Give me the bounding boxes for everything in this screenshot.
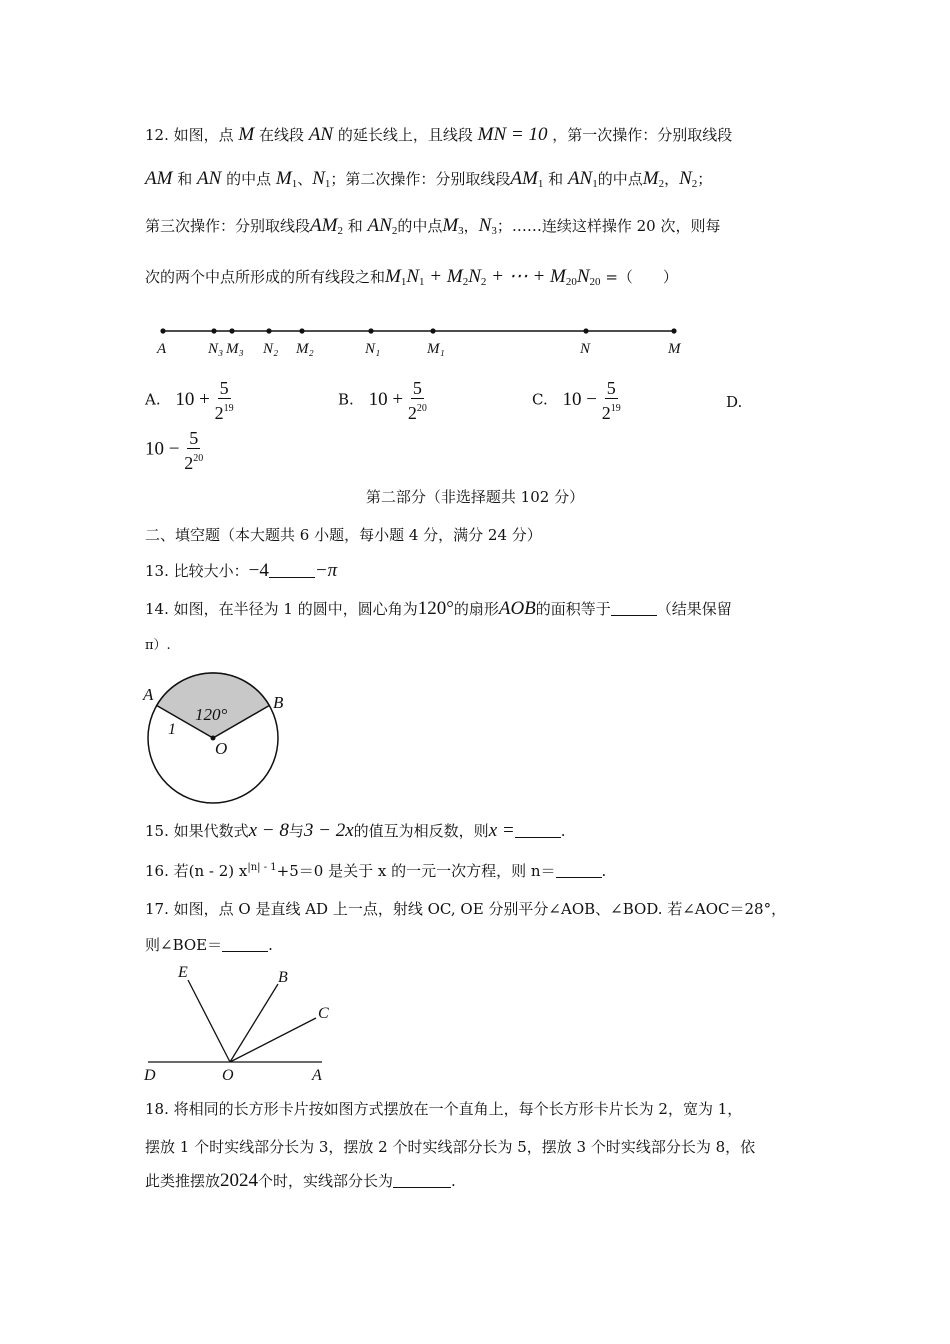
q18-line2: 摆放 1 个时实线部分长为 3，摆放 2 个时实线部分长为 5，摆放 3 个时实线部分长为 8，依 [145, 1138, 756, 1156]
svg-text:E: E [178, 964, 188, 981]
svg-text:C: C [318, 1005, 329, 1022]
point-3 [266, 328, 271, 333]
option-c[interactable]: C. 10 − $\frac{5}{2^{19}}$ [532, 378, 621, 423]
q18-line3: 此类推摆放2024个时，实线部分长为 . [145, 1170, 456, 1191]
q16: 16. 若(n - 2) $x^{|n| - 1}+5=0$ 是关于 x 的一元一次方程，则 n＝ . [145, 862, 607, 880]
q14-answer-blank[interactable] [611, 601, 657, 616]
svg-text:B: B [278, 969, 288, 986]
label-angle: 120° [195, 705, 228, 724]
q12-line1: 12. 如图，点 M 在线段 AN 的延长线上，且线段 MN = 10 ，第一次操作：分别取线段 [145, 124, 733, 145]
point-label-7: N [580, 341, 591, 357]
section-2-header: 二、填空题（本大题共 6 小题，每小题 4 分，满分 24 分） [145, 526, 542, 544]
option-d[interactable]: 10 − $\frac{5}{2^{20}}$ [145, 428, 204, 473]
q13-answer-blank[interactable] [269, 563, 315, 578]
point-7 [583, 328, 588, 333]
point-label-6: M₁ [427, 341, 445, 357]
point-0 [160, 328, 165, 333]
option-a[interactable]: A. 10 + $\frac{5}{2^{19}}$ [145, 378, 234, 423]
point-label-5: N₁ [365, 341, 381, 357]
point-1 [211, 328, 216, 333]
svg-text:O: O [222, 1067, 234, 1084]
label-radius: 1 [168, 721, 176, 738]
q18-answer-blank[interactable] [393, 1173, 451, 1188]
point-2 [229, 328, 234, 333]
q15: 15. 如果代数式x − 8与3 − 2x的值互为相反数，则x = . [145, 820, 566, 841]
svg-text:A: A [312, 1067, 322, 1084]
point-label-4: M₂ [296, 341, 314, 357]
point-8 [671, 328, 676, 333]
point-label-3: N₂ [263, 341, 279, 357]
part2-title: 第二部分（非选择题共 102 分） [365, 488, 585, 506]
q17-line1: 17. 如图，点 O 是直线 AD 上一点，射线 OC, OE 分别平分∠AOB、∠BOD. 若∠AOC＝28°， [145, 900, 787, 918]
q17-line2: 则∠BOE＝ . [145, 936, 273, 954]
q17-angle-figure [140, 962, 340, 1084]
point-5 [368, 328, 373, 333]
point-label-2: M₃ [226, 341, 244, 357]
point-label-8: M [668, 341, 681, 357]
q14-line2: π）. [145, 638, 171, 653]
svg-text:D: D [144, 1067, 156, 1084]
point-label-0: A [157, 341, 167, 357]
q17-answer-blank[interactable] [222, 937, 268, 952]
label-b: B [273, 693, 284, 712]
option-b[interactable]: B. 10 + $\frac{5}{2^{20}}$ [338, 378, 427, 423]
q16-answer-blank[interactable] [556, 863, 602, 878]
q12-line3: 第三次操作：分别取线段$AM_2$ 和 $AN_2$的中点$M_3$，$N_3$；……连续这样操作 20 次，则每 [145, 215, 721, 237]
option-d-label[interactable]: D. [726, 393, 743, 411]
point-label-1: N₃ [208, 341, 224, 357]
point-4 [299, 328, 304, 333]
label-o: O [215, 739, 228, 758]
q13: 13. 比较大小：−4 −π [145, 560, 338, 581]
label-a: A [143, 685, 154, 704]
q12-line2: AM 和 AN 的中点 $M_1$、$N_1$；第二次操作：分别取线段$AM_1$ 和 $AN_1$的中点$M_2$，$N_2$； [145, 168, 713, 190]
q15-answer-blank[interactable] [515, 823, 561, 838]
q18-line1: 18. 将相同的长方形卡片按如图方式摆放在一个直角上，每个长方形卡片长为 2，宽为 1， [145, 1100, 743, 1118]
q12-line4: 次的两个中点所形成的所有线段之和$M_1N_1 + M_2N_2$ + ⋯ + $M_{20}N_{20}$ =（ ） [145, 266, 678, 288]
point-6 [430, 328, 435, 333]
q12-number-line [150, 318, 690, 363]
q14-circle-figure [140, 668, 290, 808]
q14-line1: 14. 如图，在半径为 1 的圆中，圆心角为120°的扇形AOB的面积等于 （结果保留 [145, 598, 732, 619]
